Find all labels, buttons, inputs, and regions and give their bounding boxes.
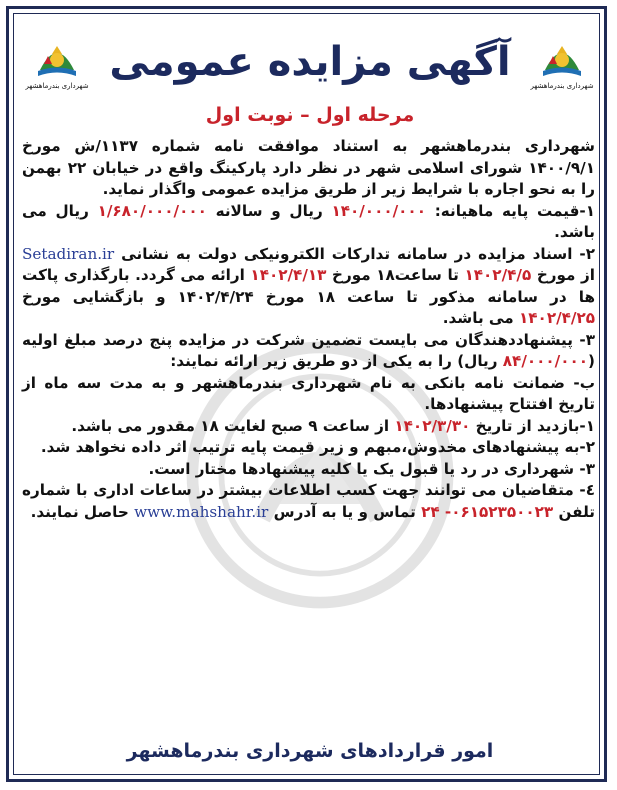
footer-text: امور قراردادهای شهرداری بندرماهشهر [126,740,494,762]
condition-4-end: حاصل نمایند. [30,502,129,521]
item-3: ۳- پیشنهاددهندگان می بایست تضمین شرکت در مزایده پنج درصد مبلغ اولیه (۸۴/۰۰۰/۰۰۰ ریال) را به یکی از دو طریق زیر ارائه نمایند: [22,330,595,370]
item-1-middle: ریال و سالانه [215,201,323,220]
page-title: آگهی مزایده عمومی [109,39,511,85]
item-2-end: می باشد. [442,309,514,327]
municipality-logo-left [22,40,92,90]
item-b: ب- ضمانت نامه بانکی به نام شهرداری بندرماهشهر و به مدت سه ماه از تاریخ افتتاح پیشنهادها. [22,373,595,413]
mahshahr-link[interactable]: www.mahshahr.ir [134,502,269,521]
item-1 [22,201,595,244]
item-2 [22,244,595,330]
item-3-suffix: ریال) را به یکی از دو طریق زیر ارائه نمایند: [170,352,498,370]
condition-1 [22,416,595,438]
condition-4 [22,480,595,523]
item-2-from-date: ۱۴۰۲/۴/۵ [464,266,532,284]
municipality-logo-right [527,40,597,90]
item-2-suffix: ارائه می گردد. بارگذاری پاکت ها در سامانه مذکور تا ساعت ۱۸ مورخ ۱۴۰۲/۴/۲۴ و بازگشایی مورخ [22,266,595,306]
guarantee-amount: ۸۴/۰۰۰/۰۰۰ [502,352,589,370]
condition-1-prefix: ۱-بازدید از تاریخ [475,416,595,435]
setadiran-link[interactable]: Setadiran.ir [22,244,115,263]
page-subtitle: مرحله اول – نوبت اول [205,104,415,126]
municipality-emblem-icon [539,40,585,80]
item-1-prefix: ۱-قیمت پایه ماهیانه: [434,201,595,220]
item-2-open-date: ۱۴۰۲/۴/۲۵ [519,309,595,327]
item-2-from-label: از مورخ [536,266,595,284]
condition-4-middle: تماس و یا به آدرس [273,502,416,521]
item-2-to-date: ۱۴۰۲/۴/۱۳ [250,266,327,284]
condition-4-prefix: ٤- متقاضیان می توانند جهت کسب اطلاعات بیشتر در ساعات اداری با شماره تلفن [22,481,595,521]
condition-1-suffix: از ساعت ۹ صبح لغایت ۱۸ مقدور می باشد. [71,416,390,435]
monthly-price: ۱۴۰/۰۰۰/۰۰۰ [331,201,426,220]
intro-paragraph: شهرداری بندرماهشهر به استناد موافقت نامه شماره ۱۱۳۷/ش مورخ ۱۴۰۰/۹/۱ شورای اسلامی شهر در نظر دارد پارکینگ واقع در خیابان ۲۲ بهمن را به نحو اجاره با شرایط زیر از طریق مزایده عمومی واگذار نماید. [22,137,595,198]
item-2-to-label: تا ساعت۱۸ مورخ [332,266,459,284]
item-1-suffix: ریال می باشد. [22,201,595,241]
condition-3: ۳- شهرداری در رد یا قبول یک یا کلیه پیشنهادها مختار است. [148,459,595,478]
annual-price: ۱/۶۸۰/۰۰۰/۰۰۰ [97,201,207,220]
notice-body [22,136,595,523]
visit-date: ۱۴۰۲/۳/۳۰ [394,416,471,435]
logo-caption: شهرداری بندرماهشهر [530,82,594,90]
item-2-prefix: ۲- اسناد مزایده در سامانه تدارکات الکترونیکی دولت به نشانی [121,244,595,263]
municipality-emblem-icon [34,40,80,80]
item-3-prefix: ۳- پیشنهاددهندگان می بایست تضمین شرکت در مزایده پنج درصد مبلغ اولیه [22,330,595,349]
condition-2: ۲-به پیشنهادهای مخدوش،مبهم و زیر قیمت پایه ترتیب اثر داده نخواهد شد. [40,438,595,456]
logo-caption: شهرداری بندرماهشهر [25,82,89,90]
phone-number: ۰۶۱۵۲۳۵۰۰۲۳- ۲۴ [421,502,554,521]
